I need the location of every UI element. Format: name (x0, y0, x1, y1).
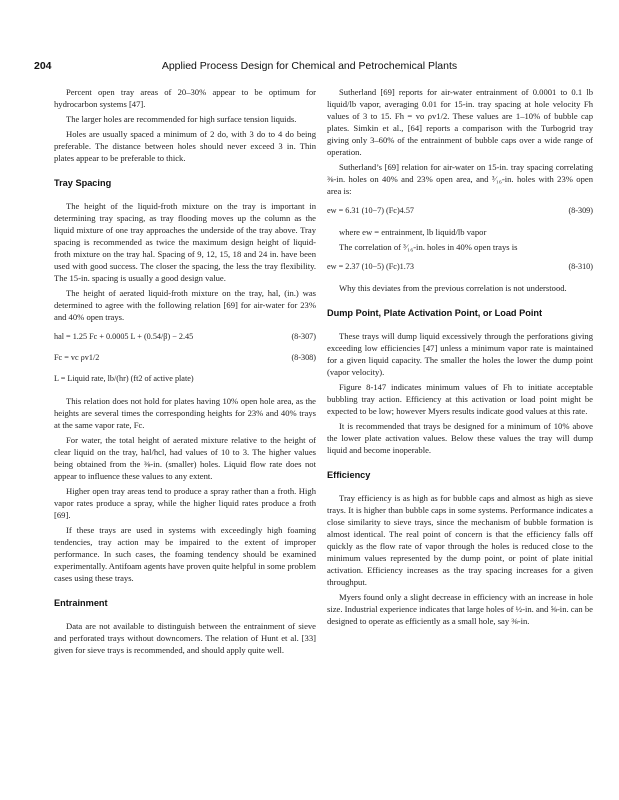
section-heading-dump-point: Dump Point, Plate Activation Point, or Load Point (327, 308, 543, 318)
paragraph: Data are not available to distinguish between the entrainment of sieve and perforated trays without downcomers. The relation of Hunt et al. [33] given for sieve trays is recommended, and should apply quite well. (54, 621, 316, 655)
equation-text: ew = 2.37 (10−5) (Fc)1.73 (327, 262, 415, 271)
section-heading-tray-spacing: Tray Spacing (54, 178, 112, 188)
paragraph: Holes are usually spaced a minimum of 2 do, with 3 do to 4 do being preferable. The distance between holes should never exceed 3 in. Thin plates appear to be preferable to thick. (54, 129, 316, 163)
paragraph: If these trays are used in systems with exceedingly high foaming tendencies, tray action may be impaired to the extent of improper performance. In such cases, the foaming tendency should be examined experimentally. Antifoam agents have proven quite helpful in some problem cases using these trays. (54, 525, 316, 583)
running-head: Applied Process Design for Chemical and Petrochemical Plants (161, 60, 458, 72)
paragraph: The correlation of ³⁄₁₆-in. holes in 40% open trays is (339, 242, 518, 252)
paragraph: where ew = entrainment, lb liquid/lb vapor (339, 227, 487, 237)
definition-L: L = Liquid rate, lb/(hr) (ft2 of active plate) (54, 374, 194, 383)
section-heading-efficiency: Efficiency (327, 470, 371, 480)
page-number: 204 (34, 60, 52, 72)
equation-8-307 (54, 331, 316, 343)
paragraph: Percent open tray areas of 20–30% appear to be optimum for hydrocarbon systems [47]. (54, 87, 316, 109)
right-column (327, 86, 593, 630)
equation-8-308 (54, 352, 316, 364)
paragraph: Myers found only a slight decrease in efficiency with an increase in hole size. Industrial experience indicates that large holes of ½-in. and ⅝-in. can be designed to operate as efficiently as a small hole, say ⅜-in. (327, 592, 593, 626)
equation-text: Fc = vc ρv1/2 (54, 353, 100, 362)
paragraph: Why this deviates from the previous correlation is not understood. (339, 283, 567, 293)
section-heading-entrainment: Entrainment (54, 598, 108, 608)
equation-number: (8-308) (291, 353, 316, 362)
paragraph: For water, the total height of aerated mixture relative to the height of clear liquid on the tray, hal/hcl, had values of 10 to 3. The higher values being obtained from the ⅜-in. (smaller) holes. Liquid flow rate does not appear to influence these values to any extent. (54, 435, 316, 481)
paragraph: Tray efficiency is as high as for bubble caps and almost as high as sieve trays. It is higher than bubble caps in some systems. Performance indicates a close similarity to sieve trays, since the mechanism of bubble formation is almost identical. The real point of concern is that the efficiency falls off quickly as the flow rate of vapor through the holes is reduced close to the minimum values represented by the dump point, or point of plate initial activation. Efficiency increases as the tray spacing increases for a given throughput. (327, 493, 593, 587)
paragraph: Figure 8-147 indicates minimum values of Fh to initiate acceptable bubbling tray action. Efficiency at this activation or load point might be expected to be low; however Myers results indicate good values at this rate. (327, 382, 593, 416)
equation-8-310 (327, 261, 593, 273)
equation-number: (8-309) (568, 206, 593, 215)
paragraph: This relation does not hold for plates having 10% open hole area, as the heights are several times the corresponding heights for 23% and 40% trays at the same vapor rate, Fc. (54, 396, 316, 430)
equation-text: ew = 6.31 (10−7) (Fc)4.57 (327, 206, 415, 215)
equation-number: (8-307) (291, 332, 316, 341)
paragraph: Sutherland’s [69] relation for air-water on 15-in. tray spacing correlating ⅜-in. holes on 40% and 23% open area, and ³⁄₁₆-in. holes with 23% open area is: (327, 162, 593, 196)
equation-number: (8-310) (568, 262, 593, 271)
paragraph: The larger holes are recommended for high surface tension liquids. (66, 114, 297, 124)
paragraph: Sutherland [69] reports for air-water entrainment of 0.0001 to 0.1 lb liquid/lb vapor, averaging 0.01 for 15-in. tray spacing at hole velocity Fh values of 3 to 15. Fh = vo ρv1/2. These values are 1–10% of bubble cap plates. Simkin et al., [64] reports a comparison with the Turbogrid tray giving only 3–60% of the entrainment of bubble caps over a wide range of operation. (327, 87, 593, 157)
paragraph: The height of aerated liquid-froth mixture on the tray, hal, (in.) was determined to agree with the following relation [69] for air-water for 23% and 40% open trays. (54, 288, 316, 322)
equation-8-309 (327, 205, 593, 217)
equation-text: hal = 1.25 Fc + 0.0005 L + (0.54/β) − 2.45 (54, 332, 194, 341)
page-header (34, 60, 585, 76)
paragraph: Higher open tray areas tend to produce a spray rather than a froth. High vapor rates produce a spray, while the higher liquid rates produce a froth [69]. (54, 486, 316, 520)
paragraph: The height of the liquid-froth mixture on the tray is important in determining tray spacing, as tray flooding moves up the column as the liquid mixture of one tray approaches the underside of the tray above. Tray spacing is recommended as twice the maximum design height of liquid-froth mixture on the tray hal. Spacing of 9, 12, 15, 18 and 24 in. have been used with good success. The closer the spacing, the less the tray flexibility. The 15-in. spacing is usually a good design value. (54, 201, 316, 283)
left-column (54, 86, 316, 659)
paragraph: It is recommended that trays be designed for a minimum of 10% above the lower plate activation values. Below these values the tray will dump liquid and become inoperable. (327, 421, 593, 455)
paragraph: These trays will dump liquid excessively through the perforations giving exceeding low efficiencies [47] unless a minimum vapor rate is maintained for a given liquid capacity. The smaller the holes the lower the dump point (vapor velocity). (327, 331, 593, 377)
